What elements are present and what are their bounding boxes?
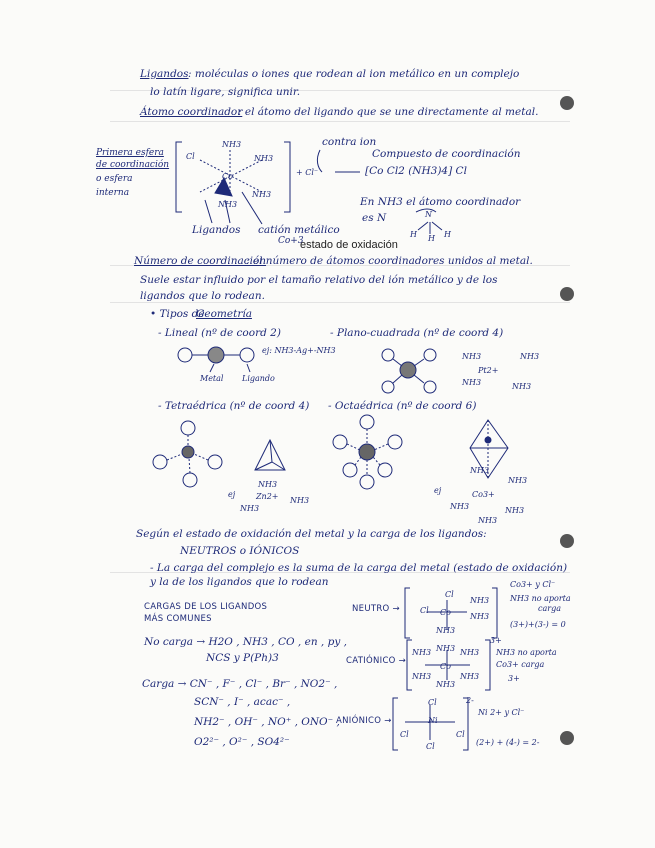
carga-lista-a: Carga → CN⁻ , F⁻ , Cl⁻ , Br⁻ , NO2⁻ , bbox=[142, 678, 338, 690]
neu-cl-top: Cl bbox=[445, 590, 454, 599]
label-ligando: Ligando bbox=[242, 374, 275, 383]
pt-center: Pt2+ bbox=[478, 366, 499, 375]
carga-lista-b: SCN⁻ , I⁻ , acac⁻ , bbox=[194, 696, 291, 708]
label-contraion: contra ion bbox=[322, 136, 377, 148]
neutro-side-4: (3+)+(3-) = 0 bbox=[510, 620, 566, 629]
geo-tetra: - Tetraédrica (nº de coord 4) bbox=[158, 400, 310, 412]
nh3-right: NH3 bbox=[254, 154, 274, 163]
label-cation: catión metálico bbox=[258, 224, 340, 236]
h2: H bbox=[428, 234, 435, 243]
zn-nh3-top: NH3 bbox=[258, 480, 278, 489]
def-numero-coordinacion: : el número de átomos coordinadores unidos al metal. bbox=[246, 255, 533, 267]
zn-nh3-r: NH3 bbox=[290, 496, 310, 505]
h1: H bbox=[410, 230, 417, 239]
nh3-bottom: NH3 bbox=[218, 200, 238, 209]
co-center2: Co3+ bbox=[472, 490, 495, 499]
an-cl-left: Cl bbox=[400, 730, 409, 739]
term-atomo-coordinador: Átomo coordinador bbox=[140, 106, 243, 118]
tipos-label: • Tipos de bbox=[150, 308, 205, 320]
neutro-side-1: Co3+ y Cl⁻ bbox=[510, 580, 556, 589]
co-center: Co bbox=[222, 172, 233, 181]
an-cl-right: Cl bbox=[456, 730, 465, 739]
an-ni: Ni bbox=[428, 716, 438, 725]
an-cl-bottom: Cl bbox=[426, 742, 435, 751]
cl-minus: + Cl⁻ bbox=[296, 168, 319, 177]
nh3-top: NH3 bbox=[222, 140, 242, 149]
geo-octa: - Octaédrica (nº de coord 6) bbox=[328, 400, 477, 412]
pt-nh3-c: NH3 bbox=[462, 378, 482, 387]
formula-complejo: [Co Cl2 (NH3)4] Cl bbox=[365, 165, 467, 177]
co-nh3-5: NH3 bbox=[478, 516, 498, 525]
label-primera-3: o esfera bbox=[96, 174, 133, 184]
charge-3plus: 3+ bbox=[490, 636, 502, 645]
def-ligandos: : moléculas o iones que rodean al ion metálico en un complejo bbox=[188, 68, 520, 80]
label-cationico: CATIÓNICO → bbox=[346, 656, 407, 666]
cat-nh3-2: NH3 bbox=[436, 644, 456, 653]
co-nh3-4: NH3 bbox=[505, 506, 525, 515]
label-compuesto: Compuesto de coordinación bbox=[372, 148, 521, 160]
zn-ej: ej bbox=[228, 490, 236, 499]
cargas-titulo-1: CARGAS DE LOS LIGANDOS bbox=[144, 602, 268, 612]
neutro-side-3: carga bbox=[538, 604, 561, 613]
cl-left: Cl bbox=[186, 152, 195, 161]
no-carga-2: NCS y P(Ph)3 bbox=[206, 652, 279, 664]
n-atom: N bbox=[425, 210, 432, 219]
label-anionico: ANIÓNICO → bbox=[336, 716, 392, 726]
carga-lista-d: O2²⁻ , O²⁻ , SO4²⁻ bbox=[194, 736, 290, 748]
cat-co: Co bbox=[440, 662, 451, 671]
zn-center: Zn2+ bbox=[256, 492, 279, 501]
segun-texto: Según el estado de oxidación del metal y la carga de los ligandos: bbox=[136, 528, 487, 540]
label-estado-oxidacion: estado de oxidación bbox=[300, 239, 398, 251]
geometria-label: Geometría bbox=[196, 308, 252, 320]
cat-side-2: Co3+ carga bbox=[496, 660, 545, 669]
neu-cl-left: Cl bbox=[420, 606, 429, 615]
pt-nh3-b: NH3 bbox=[520, 352, 540, 361]
label-en-nh3: En NH3 el átomo coordinador bbox=[360, 196, 521, 208]
zn-nh3-l: NH3 bbox=[240, 504, 260, 513]
label-ligandos: Ligandos bbox=[192, 224, 241, 236]
def-atomo-coordinador: : el átomo del ligando que se une directamente al metal. bbox=[238, 106, 539, 118]
term-numero-coordinacion: Número de coordinación bbox=[134, 255, 267, 267]
label-primera-1: Primera esfera bbox=[96, 148, 164, 158]
co-nh3-1: NH3 bbox=[470, 466, 490, 475]
cat-nh3-6: NH3 bbox=[436, 680, 456, 689]
cat-nh3-4: NH3 bbox=[412, 672, 432, 681]
nh3-br: NH3 bbox=[252, 190, 272, 199]
label-primera-4: interna bbox=[96, 188, 130, 198]
neutros-ionicos: NEUTROS o IÓNICOS bbox=[180, 545, 300, 557]
an-side-1: Ni 2+ y Cl⁻ bbox=[478, 708, 525, 717]
co-nh3-3: NH3 bbox=[450, 502, 470, 511]
def-ligandos-2: lo latín ligare, significa unir. bbox=[150, 86, 301, 98]
carga-texto-1: - La carga del complejo es la suma de la carga del metal (estado de oxidación) bbox=[150, 562, 568, 574]
charge-2minus: 2- bbox=[466, 696, 474, 705]
cat-nh3-5: NH3 bbox=[460, 672, 480, 681]
label-primera-2: de coordinación bbox=[96, 160, 170, 170]
term-ligandos: Ligandos bbox=[140, 68, 189, 80]
neu-nh3-2: NH3 bbox=[470, 612, 490, 621]
neu-nh3-3: NH3 bbox=[436, 626, 456, 635]
suele-2: ligandos que lo rodean. bbox=[140, 290, 265, 302]
label-es-n: es N bbox=[362, 212, 387, 224]
co-ej: ej bbox=[434, 486, 442, 495]
pt-nh3-a: NH3 bbox=[462, 352, 482, 361]
cat-nh3-1: NH3 bbox=[412, 648, 432, 657]
an-cl-top: Cl bbox=[428, 698, 437, 707]
label-co3: Co+3 bbox=[278, 236, 304, 246]
cat-side-3: 3+ bbox=[508, 674, 520, 683]
carga-lista-c: NH2⁻ , OH⁻ , NO⁺ , ONO⁻ , bbox=[194, 716, 340, 728]
carga-texto-2: y la de los ligandos que lo rodean bbox=[150, 576, 329, 588]
an-side-2: (2+) + (4-) = 2- bbox=[476, 738, 540, 747]
neu-nh3-1: NH3 bbox=[470, 596, 490, 605]
neutro-side-2: NH3 no aporta bbox=[510, 594, 571, 603]
geo-plano: - Plano-cuadrada (nº de coord 4) bbox=[330, 327, 504, 339]
h3: H bbox=[444, 230, 451, 239]
neu-co: Co bbox=[440, 608, 451, 617]
co-nh3-2: NH3 bbox=[508, 476, 528, 485]
no-carga-1: No carga → H2O , NH3 , CO , en , py , bbox=[144, 636, 347, 648]
label-neutro: NEUTRO → bbox=[352, 604, 400, 614]
lineal-ejemplo: ej: NH3-Ag+-NH3 bbox=[262, 346, 336, 355]
pt-nh3-d: NH3 bbox=[512, 382, 532, 391]
geo-lineal: - Lineal (nº de coord 2) bbox=[158, 327, 281, 339]
cat-side-1: NH3 no aporta bbox=[496, 648, 557, 657]
cat-nh3-3: NH3 bbox=[460, 648, 480, 657]
suele-1: Suele estar influido por el tamaño relativo del ión metálico y de los bbox=[140, 274, 498, 286]
label-metal: Metal bbox=[200, 374, 224, 383]
cargas-titulo-2: MÁS COMUNES bbox=[144, 614, 212, 624]
